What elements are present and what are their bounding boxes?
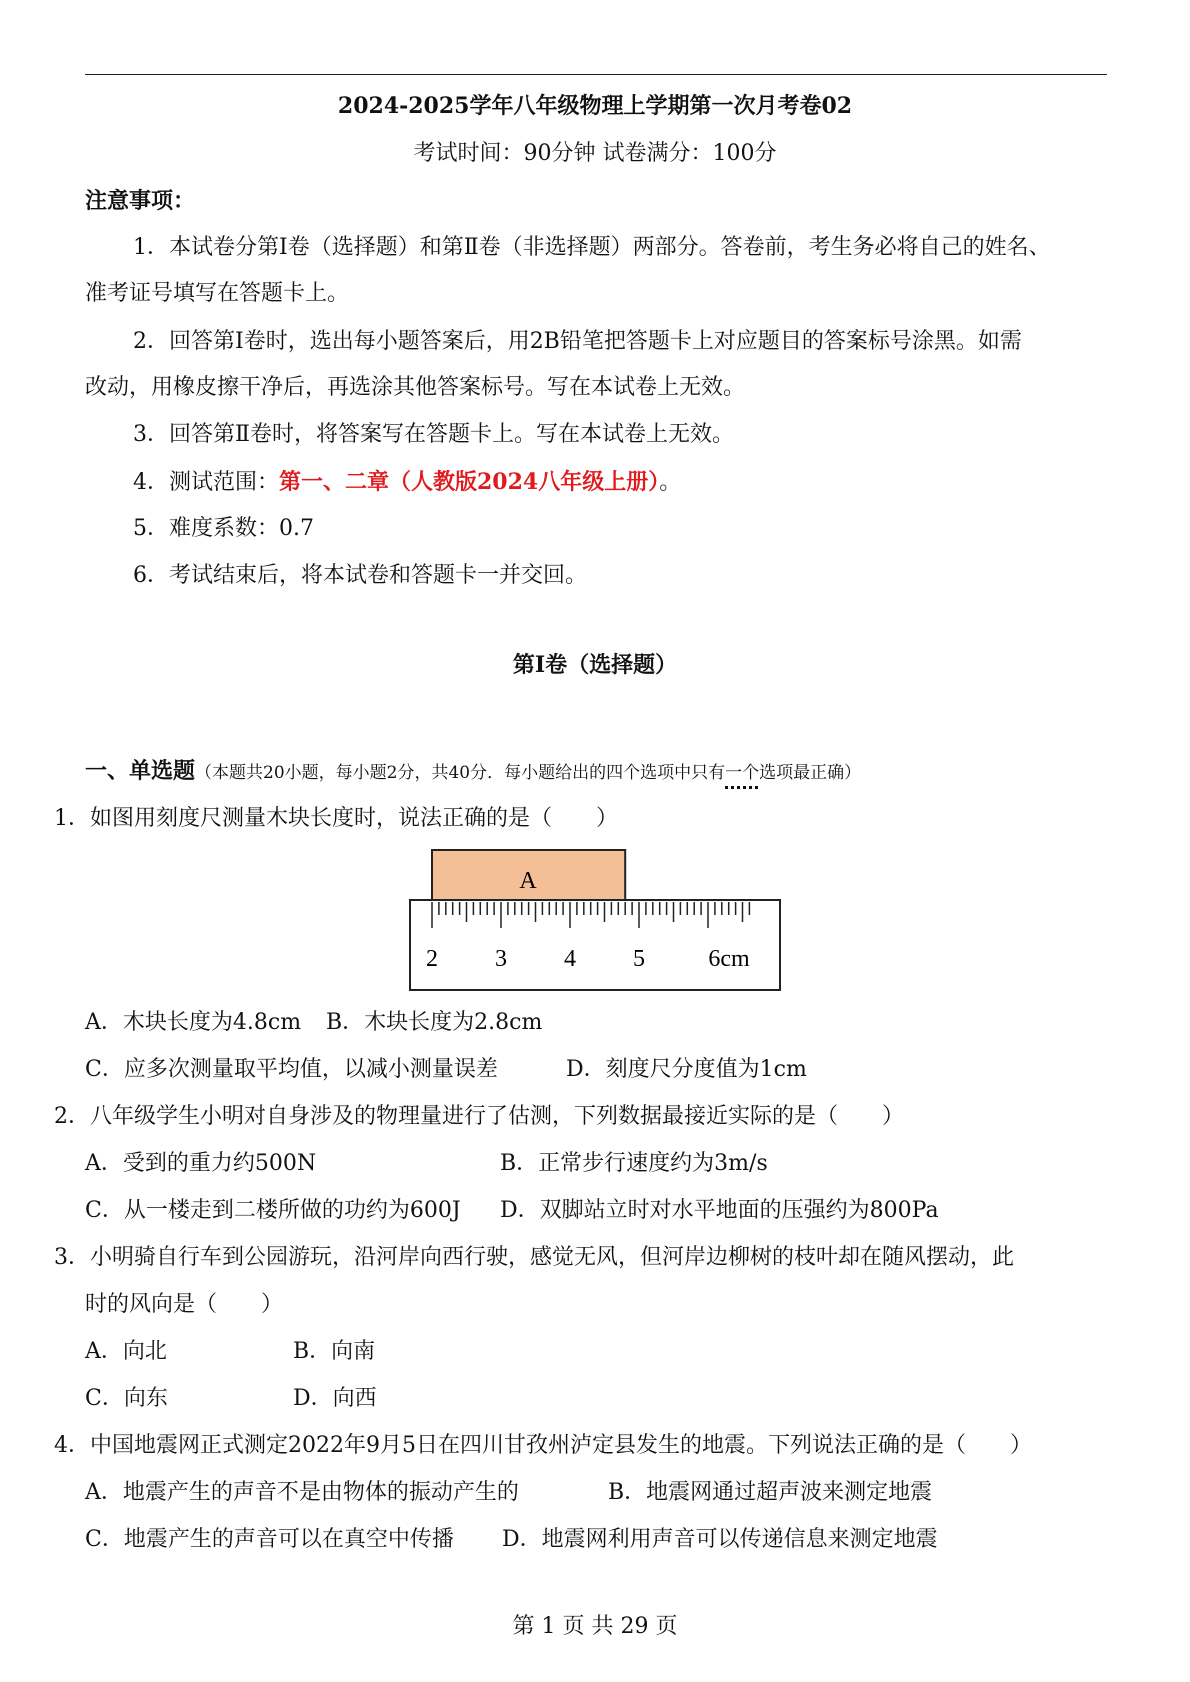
notice-item-4-suffix: 。 (659, 470, 682, 495)
q4-option-b: B．地震网通过超声波来测定地震 (608, 1480, 933, 1505)
q1-option-d: D．刻度尺分度值为1cm (566, 1057, 807, 1082)
tick-label-5: 5 (633, 946, 645, 972)
q3-stem-b: 时的风向是（ ） (85, 1292, 284, 1317)
q1-option-b: B．木块长度为2.8cm (326, 1010, 543, 1035)
exam-title: 2024-2025学年八年级物理上学期第一次月考卷02 (337, 93, 853, 119)
notice-item-2a: 2．回答第Ⅰ卷时，选出每小题答案后，用2B铅笔把答题卡上对应题目的答案标号涂黑。如需 (133, 329, 1022, 354)
tick-label-4: 4 (564, 946, 576, 972)
q4-option-d: D．地震网利用声音可以传递信息来测定地震 (502, 1527, 938, 1552)
notice-item-6: 6．考试结束后，将本试卷和答题卡一并交回。 (133, 563, 587, 588)
q4-option-c: C．地震产生的声音可以在真空中传播 (85, 1527, 454, 1552)
q4-option-a: A．地震产生的声音不是由物体的振动产生的 (85, 1480, 519, 1505)
section-title: 第Ⅰ卷（选择题） (512, 652, 678, 678)
notice-item-2b: 改动，用橡皮擦干净后，再选涂其他答案标号。写在本试卷上无效。 (85, 375, 746, 400)
tick-label-2: 2 (426, 946, 438, 972)
q3-option-c: C．向东 (85, 1386, 168, 1411)
part-desc-emphasis: 一个 (725, 763, 760, 783)
q2-stem: 2．八年级学生小明对自身涉及的物理量进行了估测，下列数据最接近实际的是（ ） (54, 1104, 904, 1129)
q2-option-c: C．从一楼走到二楼所做的功约为600J (85, 1198, 461, 1223)
notice-item-4-prefix: 4．测试范围： (133, 470, 279, 495)
notice-item-1b: 准考证号填写在答题卡上。 (85, 281, 350, 306)
q4-stem: 4．中国地震网正式测定2022年9月5日在四川甘孜州泸定县发生的地震。下列说法正确的是（ ） (54, 1433, 1032, 1458)
notice-item-5: 5．难度系数：0.7 (133, 516, 314, 541)
q3-stem-a: 3．小明骑自行车到公园游玩，沿河岸向西行驶，感觉无风，但河岸边柳树的枝叶却在随风摆动，此 (54, 1245, 1015, 1270)
q1-option-c: C．应多次测量取平均值，以减小测量误差 (85, 1057, 498, 1082)
tick-label-3: 3 (495, 946, 507, 972)
q3-option-b: B．向南 (293, 1339, 376, 1364)
tick-label-6cm: 6cm (708, 946, 750, 972)
ruler-body (410, 900, 780, 990)
notice-heading: 注意事项： (85, 188, 196, 214)
q2-option-b: B．正常步行速度约为3m/s (500, 1151, 768, 1176)
q3-option-a: A．向北 (85, 1339, 167, 1364)
q2-option-a: A．受到的重力约500N (85, 1151, 317, 1176)
notice-item-3: 3．回答第Ⅱ卷时，将答案写在答题卡上。写在本试卷上无效。 (133, 422, 734, 447)
part-desc: （本题共20小题，每小题2分，共40分．每小题给出的四个选项中只有 (195, 763, 726, 783)
exam-subtitle: 考试时间：90分钟 试卷满分：100分 (413, 141, 777, 166)
q2-option-d: D．双脚站立时对水平地面的压强约为800Pa (500, 1198, 939, 1223)
q3-option-d: D．向西 (293, 1386, 377, 1411)
test-range: 第一、二章（人教版2024八年级上册） (279, 469, 660, 495)
q1-option-a: A．木块长度为4.8cm (85, 1010, 302, 1035)
block-label: A (519, 868, 537, 894)
part-desc-end: 选项最正确） (759, 763, 862, 783)
page-number: 第 1 页 共 29 页 (512, 1614, 678, 1639)
q1-stem: 1．如图用刻度尺测量木块长度时，说法正确的是（ ） (54, 806, 618, 831)
part-label: 一、单选题 (85, 758, 196, 784)
notice-item-1a: 1．本试卷分第Ⅰ卷（选择题）和第Ⅱ卷（非选择题）两部分。答卷前，考生务必将自己的姓名、 (133, 235, 1051, 260)
